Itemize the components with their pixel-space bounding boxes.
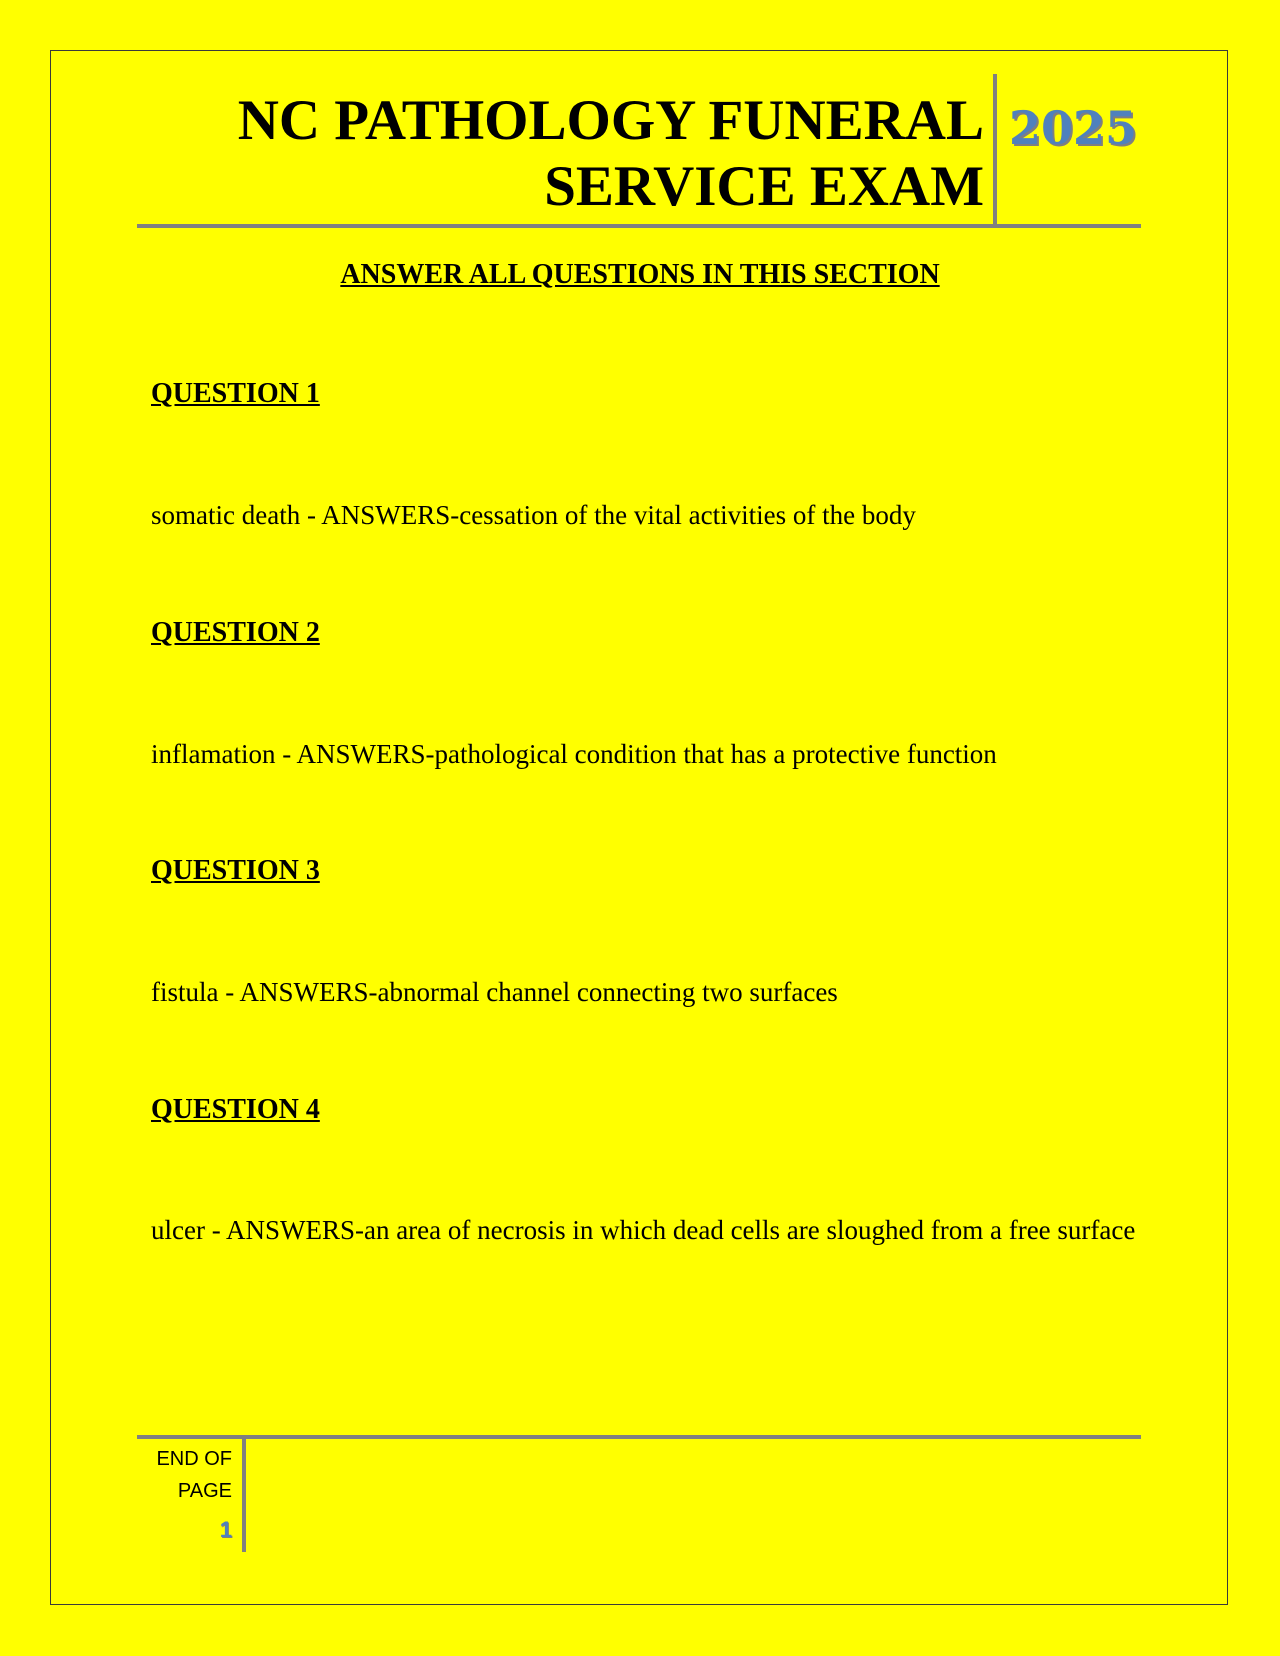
page-number: 1 [219,1517,232,1542]
question-heading: QUESTION 2 [151,617,320,648]
header-divider [993,74,997,226]
question-heading: QUESTION 4 [151,1094,320,1125]
title-line-2: SERVICE EXAM [544,155,984,218]
question-answer: somatic death - ANSWERS-cessation of the vital activities of the body [151,500,916,530]
question-answer: inflamation - ANSWERS-pathological condition that has a protective function [151,739,997,769]
year-label: 2025 [1009,101,1138,155]
page-title [238,88,984,220]
section-heading: ANSWER ALL QUESTIONS IN THIS SECTION [340,259,940,290]
footer-divider [242,1437,246,1552]
end-of-page-label [140,1443,232,1507]
footer-rule [137,1435,1141,1439]
end-of-page-line-1: END OF [156,1448,232,1470]
question-answer: ulcer - ANSWERS-an area of necrosis in which dead cells are sloughed from a free surface [151,1215,1136,1245]
question-answer: fistula - ANSWERS-abnormal channel connecting two surfaces [151,977,838,1007]
header-rule [137,224,1141,228]
title-line-1: NC PATHOLOGY FUNERAL [237,89,984,152]
question-heading: QUESTION 3 [151,855,320,886]
end-of-page-line-2: PAGE [177,1480,232,1502]
question-heading: QUESTION 1 [151,378,320,409]
